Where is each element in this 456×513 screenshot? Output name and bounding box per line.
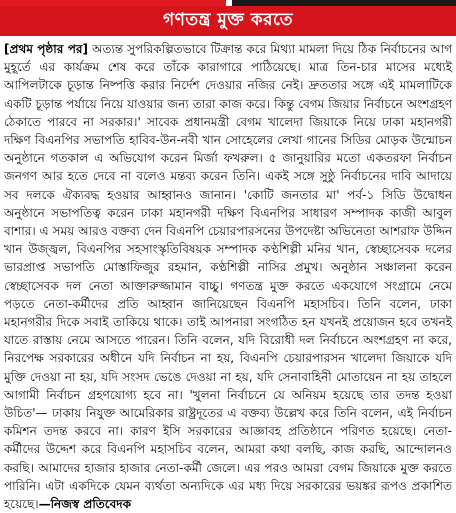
article-text: অত্যন্ত সুপরিকল্পিতভাবে টিক্রান্ত করে মিথ্যা মামলা দিয়ে ঠিক নির্বাচনের আগ মুহূর্তে এর কার্যক্রম শেষ করে তাঁকে কারাগারে পাঠিয়েছে। মাত্র তিন-চার মাসের মধ্যেই আপিলটাকে চূড়ান্ত নিষ্পত্তি করার নির্দেশ দেওয়ার নজির নেই। দ্রুততার সঙ্গে এই মামলাটিকে একটি চূড়ান্ত পর্যায়ে নিয়ে যাওয়ার জন্য তারা কাজ করে। কিন্তু বেগম জিয়ার নির্বাচনে অংশগ্রহণ ঠেকাতে পারবে না সরকার।' সাবেক প্রধানমন্ত্রী বেগম খালেদা জিয়াকে নিয়ে ঢাকা মহানগরী দক্ষিণ বিএনপির সভাপতি হাবিব-উন-নবী খান সোহেলের লেখা গানের সিডির মোড়ক উন্মোচন অনুষ্ঠানে গতকাল এ অভিযোগ করেন মির্জা ফখরুল। ৫ জানুয়ারির মতো একতরফা নির্বাচন জনগণ আর হতে দেবে না বলেও মন্তব্য করেন তিনি। একই সঙ্গে সুষ্ঠু নির্বাচনের দাবি আদায়ে সব দলকে ঐক্যবদ্ধ হওয়ার আহ্বানও জানান। 'কোটি জনতার মা' পর্ব-১ সিডি উদ্বোধন অনুষ্ঠানে সভাপতিত্ব করেন ঢাকা মহানগরী দক্ষিণ বিএনপির সাধারণ সম্পাদক কাজী আবুল বাশার। এ সময় আরও বক্তব্য দেন বিএনপি চেয়ারপারসনের উপদেষ্টা অভিনেতা আশরাফ উদ্দিন খান উজ্জ্বল, বিএনপির সহসাংস্কৃতিবিষয়ক সম্পাদক কণ্ঠশিল্পী মনির খান, স্বেচ্ছাসেবক দলের ভারপ্রাপ্ত সভাপতি মোস্তাফিজুর রহমান, কণ্ঠশিল্পী নাসির প্রমুখ। অনুষ্ঠান সঞ্চালনা করেন স্বেচ্ছাসেবক দল নেতা আক্তারুজ্জামান বাচ্চু। গণতন্ত্র মুক্ত করতে একযোগে সংগ্রামে নেমে পড়তে নেতা-কর্মীদের প্রতি আহ্বান জানিয়েছেন বিএনপি মহাসচিব। তিনি বলেন, ঢাকা মহানগরীর দিকে সবাই তাকিয়ে থাকে। তাই আপনারা সংগঠিত হন যখনই প্রয়োজন হবে তখনই যাতে রাস্তায় নেমে আসতে পারেন। তিনি বলেন, যদি বিরোধী দল নির্বাচনে অংশগ্রহণ না করে, নিরপেক্ষ সরকারের অধীনে যদি নির্বাচন না হয়, বিএনপি চেয়ারপারসন খালেদা জিয়াকে যদি মুক্তি দেওয়া না হয়, যদি সংসদ ভেঙে দেওয়া না হয়, যদি সেনাবাহিনী মোতায়েন না হয় তাহলে আগামী নির্বাচন গ্রহণযোগ্য হবে না। 'খুলনা নির্বাচনে যে অনিয়ম হয়েছে তার তদন্ত হওয়া উচিত'— ঢাকায় নিযুক্ত আমেরিকার রাষ্ট্রদূতের এ বক্তব্য উল্লেখ করে তিনি বলেন, এই নির্বাচন কমিশন তদন্ত করবে না। কারণ ইসি সরকারের আজ্ঞাবহ প্রতিষ্ঠানে পরিণত হয়েছে। নেতা-কর্মীদের উদ্দেশ করে বিএনপি মহাসচিব বলেন, আমরা কথা বলছি, কাজ করছি, আন্দোলনও করছি। আমাদের হাজার হাজার নেতা-কর্মী জেলে। এর পরও আমরা বেগম জিয়াকে মুক্ত করতে পারিনি। এটা একদিকে যেমন ব্যর্থতা অন্যদিকে এর মধ্য দিয়ে সরকারের ভয়ঙ্কর রূপও প্রকাশিত হয়েছে। <box>4 42 452 512</box>
continued-from-front-page-kicker: [প্রথম পৃষ্ঠার পর] <box>4 42 88 56</box>
article-paragraph <box>4 40 452 513</box>
byline: —নিজস্ব প্রতিবেদক <box>38 497 132 512</box>
headline: গণতন্ত্র মুক্ত করতে <box>162 10 294 30</box>
article-body <box>4 40 452 512</box>
headline-band <box>0 6 456 36</box>
